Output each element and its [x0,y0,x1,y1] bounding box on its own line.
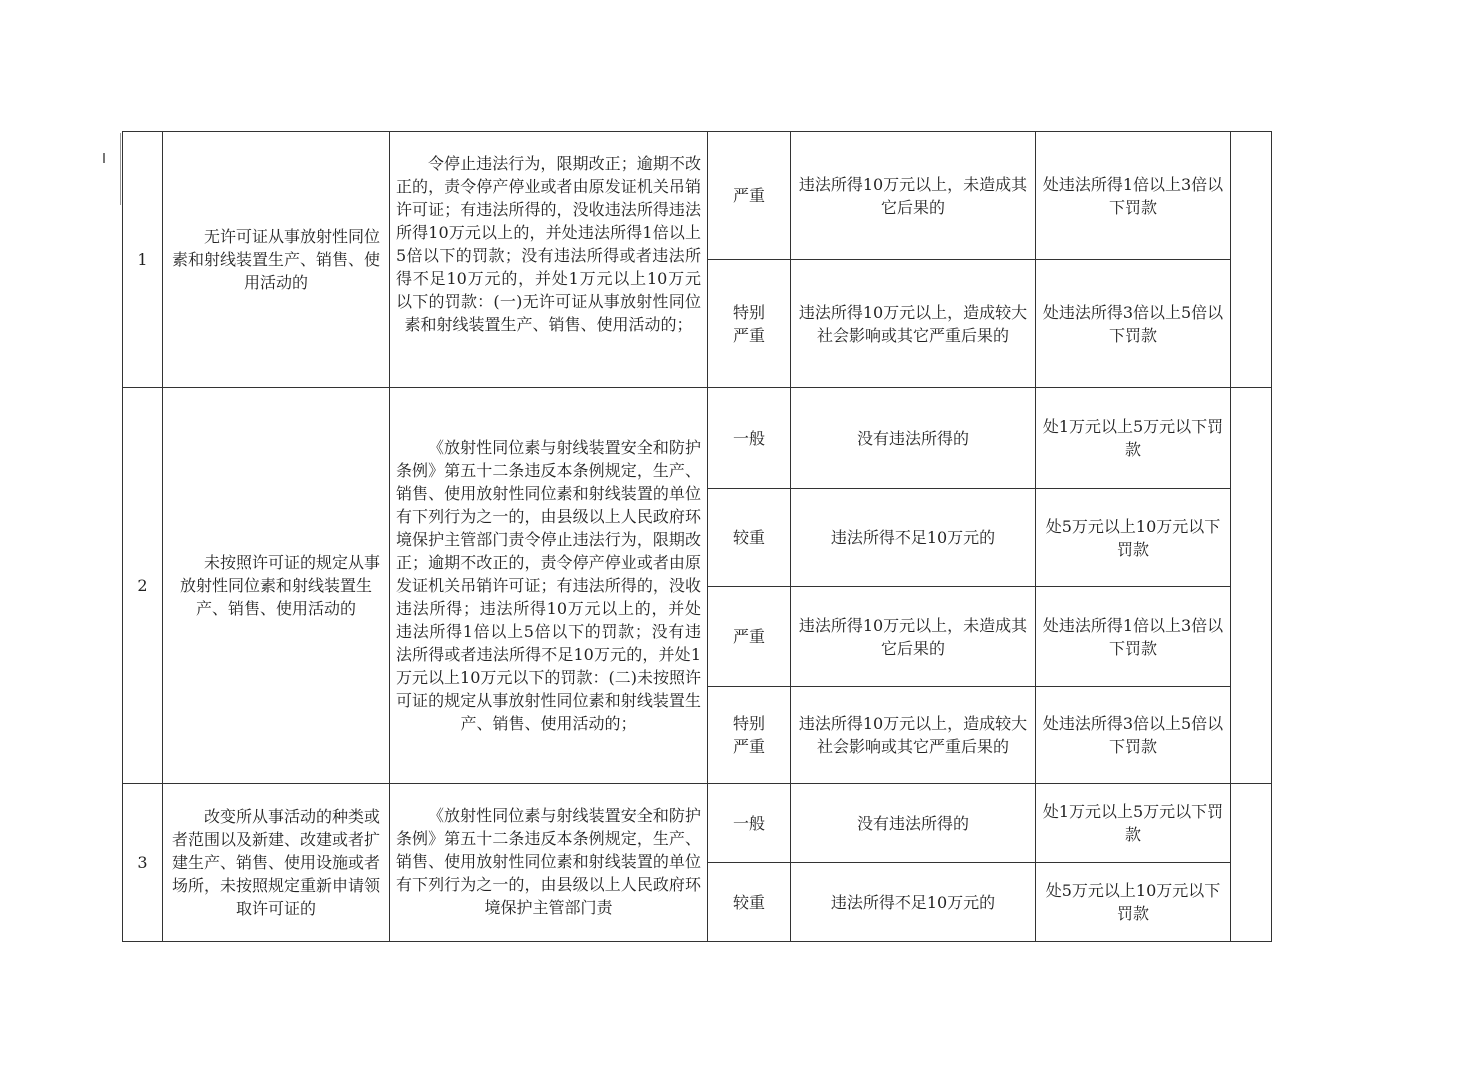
legal-basis: 《放射性同位素与射线装置安全和防护条例》第五十二条违反本条例规定，生产、销售、使用放射性同位素和射线装置的单位有下列行为之一的，由县级以上人民政府环境保护主管部门责令停止违法行为，限期改正；逾期不改正的，责令停产停业或者由原发证机关吊销许可证；有违法所得的，没收违法所得；违法所得10万元以上的，并处违法所得1倍以上5倍以下的罚款；没有违法所得或者违法所得不足10万元的，并处1万元以上10万元以下的罚款：(二)未按照许可证的规定从事放射性同位素和射线装置生产、销售、使用活动的； [390,388,708,784]
remarks-cell [1231,784,1272,942]
violation-condition: 违法所得不足10万元的 [791,863,1036,942]
legal-basis: 《放射性同位素与射线装置安全和防护条例》第五十二条违反本条例规定，生产、销售、使用放射性同位素和射线装置的单位有下列行为之一的，由县级以上人民政府环境保护主管部门责 [390,784,708,942]
penalty-standard: 处违法所得3倍以上5倍以下罚款 [1036,260,1231,388]
remarks-cell [1231,388,1272,784]
severity-level: 一般 [708,784,791,863]
violation-condition: 违法所得10万元以上，未造成其它后果的 [791,587,1036,687]
row-number: 3 [123,784,163,942]
violation-item: 改变所从事活动的种类或者范围以及新建、改建或者扩建生产、销售、使用设施或者场所，未按照规定重新申请领取许可证的 [163,784,390,942]
severity-level: 一般 [708,388,791,489]
remarks-cell [1231,132,1272,388]
table-row [123,388,1272,489]
severity-level: 特别 严重 [708,260,791,388]
severity-level: 特别 严重 [708,687,791,784]
table-row [123,784,1272,863]
row-number: 2 [123,388,163,784]
severity-level: 严重 [708,587,791,687]
violation-condition: 没有违法所得的 [791,388,1036,489]
penalty-table [122,131,1272,942]
penalty-standard: 处违法所得1倍以上3倍以下罚款 [1036,132,1231,260]
violation-condition: 没有违法所得的 [791,784,1036,863]
violation-item: 无许可证从事放射性同位素和射线装置生产、销售、使用活动的 [163,132,390,388]
severity-level: 严重 [708,132,791,260]
penalty-standard: 处违法所得3倍以上5倍以下罚款 [1036,687,1231,784]
page-margin-line [120,133,121,205]
legal-basis: 令停止违法行为，限期改正；逾期不改正的，责令停产停业或者由原发证机关吊销许可证；有违法所得的，没收违法所得违法所得10万元以上的，并处违法所得1倍以上5倍以下的罚款；没有违法所得或者违法所得不足10万元的，并处1万元以上10万元以下的罚款：(一)无许可证从事放射性同位素和射线装置生产、销售、使用活动的； [390,132,708,388]
penalty-standard: 处1万元以上5万元以下罚款 [1036,388,1231,489]
severity-level: 较重 [708,489,791,587]
severity-level: 较重 [708,863,791,942]
row-number: 1 [123,132,163,388]
table-row [123,132,1272,260]
penalty-standard: 处5万元以上10万元以下罚款 [1036,863,1231,942]
violation-condition: 违法所得10万元以上，未造成其它后果的 [791,132,1036,260]
violation-condition: 违法所得不足10万元的 [791,489,1036,587]
violation-condition: 违法所得10万元以上，造成较大社会影响或其它严重后果的 [791,687,1036,784]
penalty-standard: 处5万元以上10万元以下罚款 [1036,489,1231,587]
page-margin-mark [103,153,105,163]
violation-condition: 违法所得10万元以上，造成较大社会影响或其它严重后果的 [791,260,1036,388]
penalty-standard: 处违法所得1倍以上3倍以下罚款 [1036,587,1231,687]
penalty-standard: 处1万元以上5万元以下罚款 [1036,784,1231,863]
violation-item: 未按照许可证的规定从事放射性同位素和射线装置生产、销售、使用活动的 [163,388,390,784]
